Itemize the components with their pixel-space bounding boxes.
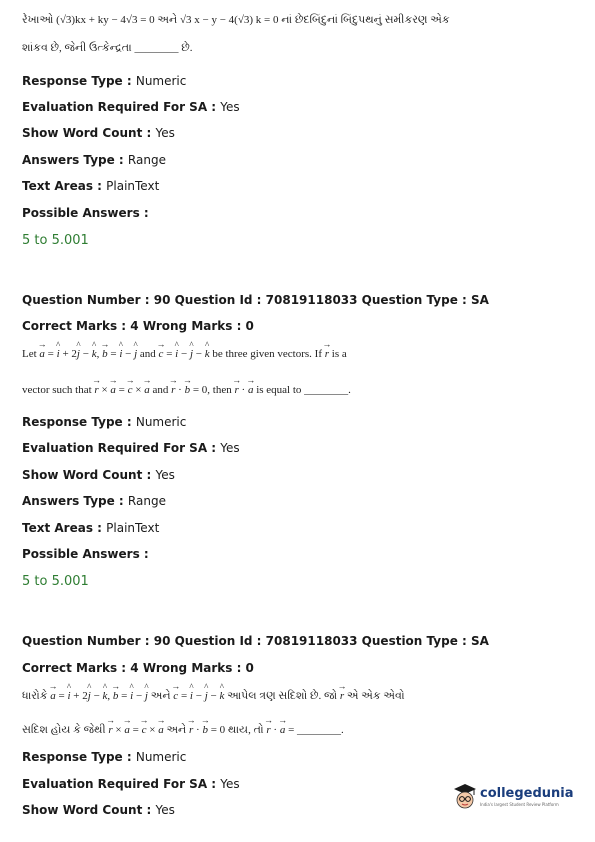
text-areas: Text Areas : PlainText (22, 521, 160, 535)
possible-answer-value: 5 to 5.001 (22, 574, 89, 589)
question-text-line-2: સદિશ હોય કે જેથી → r × → a = → c × → a અને → r · → b = 0 થાય, તો → r · → a = ________. (22, 724, 344, 737)
question-header: Question Number : 90 Question Id : 70819118033 Question Type : SA (22, 634, 489, 648)
logo-tagline: India's largest Student Review Platform (480, 802, 559, 807)
question-marks: Correct Marks : 4 Wrong Marks : 0 (22, 661, 254, 675)
question-text-line-1: Let → a = ^ i + 2^ j − ^ k, → b = ^ i − ^ j and → c = ^ i − ^ j − ^ k be three given vectors. If → r is a (22, 348, 347, 360)
question-text-line-1: ધારોકે → a = ^ i + 2^ j − ^ k, → b = ^ i − ^ j અને → c = ^ i − ^ j − ^ k આપેલ ત્રણ સદિશો છે. જો → r એ એક એવો (22, 690, 405, 703)
student-mascot-icon (452, 782, 478, 812)
question-text-line-2: vector such that → r × → a = → c × → a and → r · → b = 0, then → r · → a is equal to ________. (22, 384, 351, 396)
possible-answers-label: Possible Answers : (22, 206, 149, 220)
text-areas: Text Areas : PlainText (22, 179, 160, 193)
evaluation-required: Evaluation Required For SA : Yes (22, 777, 240, 791)
response-type: Response Type : Numeric (22, 750, 187, 764)
answers-type: Answers Type : Range (22, 494, 166, 508)
answers-type: Answers Type : Range (22, 153, 166, 167)
collegedunia-logo (452, 782, 572, 812)
response-type: Response Type : Numeric (22, 74, 187, 88)
question-header: Question Number : 90 Question Id : 70819118033 Question Type : SA (22, 293, 489, 307)
show-word-count: Show Word Count : Yes (22, 803, 175, 817)
logo-wordmark: collegedunia (480, 786, 574, 801)
question-marks: Correct Marks : 4 Wrong Marks : 0 (22, 319, 254, 333)
question-text-line-1: રેખાઓ (√3)kx + ky − 4√3 = 0 અને √3 x − y − 4(√3) k = 0 નાં છેદબિંદુનાં બિંદુપથનું સમીકરણ એક (22, 14, 450, 26)
possible-answer-value: 5 to 5.001 (22, 233, 89, 248)
show-word-count: Show Word Count : Yes (22, 126, 175, 140)
response-type: Response Type : Numeric (22, 415, 187, 429)
show-word-count: Show Word Count : Yes (22, 468, 175, 482)
evaluation-required: Evaluation Required For SA : Yes (22, 441, 240, 455)
evaluation-required: Evaluation Required For SA : Yes (22, 100, 240, 114)
possible-answers-label: Possible Answers : (22, 547, 149, 561)
question-text-line-2: શાંકવ છે, જેની ઉત્કેન્દ્રતા ________ છે. (22, 42, 193, 54)
